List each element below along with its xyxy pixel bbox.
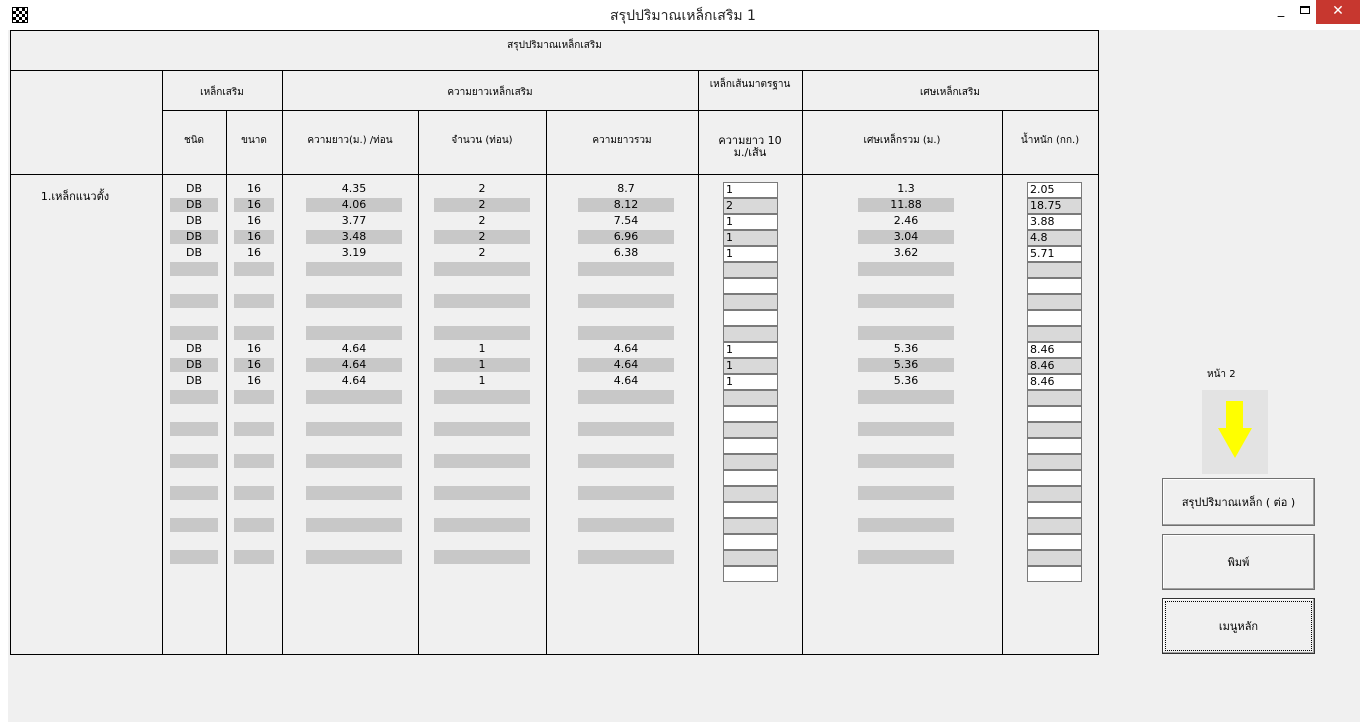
cell-size <box>234 262 274 276</box>
cell-scrap-total: 11.88 <box>858 198 954 212</box>
cell-length-per-bar <box>306 502 402 516</box>
cell-scrap-total <box>858 470 954 484</box>
cell-type: DB <box>185 374 203 387</box>
cell-count: 1 <box>478 342 486 355</box>
cell-type: DB <box>185 182 203 195</box>
cell-total-length <box>578 390 674 404</box>
cell-total-length: 7.54 <box>613 214 639 227</box>
std-bar-count-input[interactable] <box>723 390 778 406</box>
std-bar-count-input[interactable] <box>723 502 778 518</box>
grid-line <box>10 70 1099 71</box>
cell-total-length <box>578 406 674 420</box>
cell-count: 1 <box>434 358 530 372</box>
std-bar-count-input[interactable] <box>723 278 778 294</box>
cell-scrap-total <box>858 294 954 308</box>
cell-total-length: 8.12 <box>578 198 674 212</box>
cell-length-per-bar: 4.64 <box>341 374 367 387</box>
weight-input[interactable] <box>1027 262 1082 278</box>
grid-line <box>162 70 163 655</box>
std-bar-count-input[interactable]: 2 <box>723 198 778 214</box>
weight-input[interactable] <box>1027 486 1082 502</box>
cell-size <box>234 470 274 484</box>
cell-total-length <box>578 518 674 532</box>
grid-line <box>162 110 1099 111</box>
cell-total-length: 4.64 <box>613 342 639 355</box>
cell-type: DB <box>185 214 203 227</box>
cell-type: DB <box>170 230 218 244</box>
cell-length-per-bar <box>306 550 402 564</box>
cell-type <box>170 310 218 324</box>
std-bar-count-input[interactable] <box>723 486 778 502</box>
cell-count <box>434 438 530 452</box>
title-bar <box>0 0 1366 30</box>
weight-input[interactable] <box>1027 550 1082 566</box>
cell-length-per-bar <box>306 294 402 308</box>
cell-total-length <box>578 326 674 340</box>
weight-input[interactable] <box>1027 566 1082 582</box>
cell-total-length <box>578 438 674 452</box>
cell-size <box>234 550 274 564</box>
cell-total-length <box>578 470 674 484</box>
cell-length-per-bar: 4.64 <box>341 342 367 355</box>
grid-line <box>802 70 803 655</box>
cell-length-per-bar <box>306 422 402 436</box>
cell-scrap-total <box>858 422 954 436</box>
cell-count <box>434 550 530 564</box>
cell-scrap-total <box>858 326 954 340</box>
cell-count: 2 <box>478 182 486 195</box>
cell-scrap-total <box>858 534 954 548</box>
cell-count <box>434 326 530 340</box>
cell-size <box>234 534 274 548</box>
weight-input[interactable]: 18.75 <box>1027 198 1082 214</box>
table-title: สรุปปริมาณเหล็กเสริม <box>507 40 602 51</box>
cell-scrap-total <box>858 566 954 580</box>
cell-size: 16 <box>247 342 261 355</box>
cell-scrap-total <box>858 262 954 276</box>
cell-size: 16 <box>247 374 261 387</box>
column-header-std-length: ความยาว 10 <box>718 134 782 147</box>
cell-count <box>434 422 530 436</box>
std-bar-count-input[interactable]: 1 <box>723 230 778 246</box>
section-label-vertical-bars: 1.เหล็กแนวตั้ง <box>40 190 110 203</box>
cell-count <box>434 310 530 324</box>
column-header-length-per-bar: ความยาว(ม.) /ท่อน <box>307 135 393 146</box>
cell-scrap-total: 1.3 <box>897 182 915 195</box>
weight-input[interactable] <box>1027 422 1082 438</box>
cell-length-per-bar: 3.48 <box>306 230 402 244</box>
group-header-rebar-length: ความยาวเหล็กเสริม <box>447 87 533 98</box>
cell-count: 2 <box>478 214 486 227</box>
cell-type <box>170 278 218 292</box>
std-bar-count-input[interactable] <box>723 534 778 550</box>
std-bar-count-input[interactable]: 1 <box>723 374 778 390</box>
weight-input[interactable]: 8.46 <box>1027 358 1082 374</box>
column-header-std-length-unit: ม./เส้น <box>733 146 767 159</box>
std-bar-count-input[interactable] <box>723 422 778 438</box>
cell-scrap-total: 5.36 <box>858 358 954 372</box>
cell-total-length: 4.64 <box>613 374 639 387</box>
cell-type <box>170 390 218 404</box>
cell-length-per-bar <box>306 518 402 532</box>
grid-line <box>10 174 1099 175</box>
cell-count <box>434 262 530 276</box>
cell-total-length <box>578 566 674 580</box>
cell-scrap-total: 2.46 <box>893 214 919 227</box>
cell-type <box>170 422 218 436</box>
cell-length-per-bar: 3.19 <box>341 246 367 259</box>
grid-line <box>10 30 11 655</box>
weight-input[interactable] <box>1027 390 1082 406</box>
cell-scrap-total <box>858 310 954 324</box>
cell-total-length: 8.7 <box>617 182 635 195</box>
cell-count <box>434 502 530 516</box>
cell-length-per-bar <box>306 438 402 452</box>
cell-length-per-bar <box>306 454 402 468</box>
cell-total-length: 6.96 <box>578 230 674 244</box>
grid-line <box>546 110 547 655</box>
cell-type <box>170 566 218 580</box>
cell-size <box>234 294 274 308</box>
cell-total-length <box>578 550 674 564</box>
cell-size: 16 <box>247 246 261 259</box>
group-header-scrap: เศษเหล็กเสริม <box>919 87 981 98</box>
std-bar-count-input[interactable] <box>723 550 778 566</box>
summary-continue-button[interactable]: สรุปปริมาณเหล็ก ( ต่อ ) <box>1162 478 1315 526</box>
cell-count <box>434 534 530 548</box>
std-bar-count-input[interactable] <box>723 406 778 422</box>
cell-size <box>234 406 274 420</box>
std-bar-count-input[interactable]: 1 <box>723 358 778 374</box>
std-bar-count-input[interactable]: 1 <box>723 214 778 230</box>
cell-count <box>434 454 530 468</box>
cell-count: 1 <box>478 374 486 387</box>
cell-count: 2 <box>434 230 530 244</box>
cell-length-per-bar: 4.06 <box>306 198 402 212</box>
cell-count <box>434 294 530 308</box>
close-button[interactable]: ✕ <box>1316 0 1360 24</box>
cell-type: DB <box>170 198 218 212</box>
grid-line <box>226 110 227 655</box>
cell-size <box>234 502 274 516</box>
cell-scrap-total: 5.36 <box>893 374 919 387</box>
cell-type: DB <box>185 342 203 355</box>
cell-scrap-total: 3.62 <box>893 246 919 259</box>
cell-type: DB <box>185 246 203 259</box>
column-header-scrap-total: เศษเหล็กรวม (ม.) <box>863 135 941 146</box>
column-header-total-length: ความยาวรวม <box>592 135 652 146</box>
cell-count <box>434 566 530 580</box>
cell-size <box>234 326 274 340</box>
cell-size <box>234 454 274 468</box>
cell-size <box>234 310 274 324</box>
std-bar-count-input[interactable] <box>723 310 778 326</box>
cell-type <box>170 326 218 340</box>
cell-type <box>170 454 218 468</box>
cell-length-per-bar <box>306 310 402 324</box>
cell-scrap-total <box>858 550 954 564</box>
weight-input[interactable] <box>1027 406 1082 422</box>
weight-input[interactable] <box>1027 438 1082 454</box>
weight-input[interactable]: 5.71 <box>1027 246 1082 262</box>
cell-length-per-bar <box>306 470 402 484</box>
weight-input[interactable] <box>1027 326 1082 342</box>
cell-length-per-bar: 4.64 <box>306 358 402 372</box>
cell-type: DB <box>170 358 218 372</box>
cell-scrap-total <box>858 502 954 516</box>
cell-length-per-bar <box>306 278 402 292</box>
cell-type <box>170 406 218 420</box>
cell-scrap-total <box>858 518 954 532</box>
cell-total-length <box>578 534 674 548</box>
cell-size <box>234 518 274 532</box>
main-menu-button[interactable]: เมนูหลัก <box>1162 598 1315 654</box>
cell-scrap-total: 3.04 <box>858 230 954 244</box>
weight-input[interactable] <box>1027 454 1082 470</box>
grid-line <box>282 70 283 655</box>
column-header-weight: น้ำหนัก (กก.) <box>1020 135 1080 146</box>
cell-total-length <box>578 310 674 324</box>
weight-input[interactable] <box>1027 310 1082 326</box>
cell-size <box>234 278 274 292</box>
cell-type <box>170 438 218 452</box>
cell-scrap-total <box>858 406 954 420</box>
std-bar-count-input[interactable] <box>723 294 778 310</box>
cell-type <box>170 262 218 276</box>
group-header-standard-bar: เหล็กเส้นมาตรฐาน <box>709 79 791 90</box>
minimize-button[interactable]: _ <box>1277 3 1285 18</box>
cell-count <box>434 470 530 484</box>
cell-total-length <box>578 486 674 500</box>
cell-size <box>234 486 274 500</box>
cell-count <box>434 486 530 500</box>
cell-type <box>170 502 218 516</box>
weight-input[interactable]: 8.46 <box>1027 374 1082 390</box>
std-bar-count-input[interactable] <box>723 470 778 486</box>
column-header-size: ขนาด <box>241 135 267 146</box>
cell-count <box>434 406 530 420</box>
weight-input[interactable] <box>1027 278 1082 294</box>
cell-scrap-total <box>858 438 954 452</box>
std-bar-count-input[interactable]: 1 <box>723 246 778 262</box>
weight-input[interactable] <box>1027 502 1082 518</box>
cell-length-per-bar <box>306 486 402 500</box>
cell-total-length <box>578 454 674 468</box>
weight-input[interactable] <box>1027 518 1082 534</box>
weight-input[interactable]: 2.05 <box>1027 182 1082 198</box>
weight-input[interactable]: 3.88 <box>1027 214 1082 230</box>
grid-line <box>1002 110 1003 655</box>
std-bar-count-input[interactable] <box>723 326 778 342</box>
arrow-down-icon-head <box>1218 428 1252 458</box>
cell-total-length: 4.64 <box>578 358 674 372</box>
weight-input[interactable]: 8.46 <box>1027 342 1082 358</box>
std-bar-count-input[interactable] <box>723 438 778 454</box>
std-bar-count-input[interactable]: 1 <box>723 182 778 198</box>
cell-total-length <box>578 294 674 308</box>
cell-count <box>434 390 530 404</box>
cell-total-length <box>578 278 674 292</box>
arrow-down-icon <box>1226 401 1243 429</box>
weight-input[interactable] <box>1027 294 1082 310</box>
cell-count: 2 <box>434 198 530 212</box>
print-button[interactable]: พิมพ์ <box>1162 534 1315 590</box>
std-bar-count-input[interactable] <box>723 518 778 534</box>
weight-input[interactable]: 4.8 <box>1027 230 1082 246</box>
cell-size: 16 <box>247 182 261 195</box>
cell-count <box>434 278 530 292</box>
cell-size: 16 <box>234 358 274 372</box>
cell-length-per-bar: 3.77 <box>341 214 367 227</box>
cell-length-per-bar <box>306 326 402 340</box>
cell-length-per-bar <box>306 566 402 580</box>
cell-total-length <box>578 262 674 276</box>
cell-length-per-bar <box>306 262 402 276</box>
cell-size: 16 <box>234 198 274 212</box>
cell-length-per-bar <box>306 390 402 404</box>
column-header-count: จำนวน (ท่อน) <box>451 135 513 146</box>
cell-length-per-bar <box>306 406 402 420</box>
cell-size <box>234 566 274 580</box>
column-header-type: ชนิด <box>183 135 205 146</box>
cell-type <box>170 550 218 564</box>
cell-scrap-total: 5.36 <box>893 342 919 355</box>
cell-length-per-bar <box>306 534 402 548</box>
cell-length-per-bar: 4.35 <box>341 182 367 195</box>
cell-count <box>434 518 530 532</box>
cell-type <box>170 518 218 532</box>
cell-type <box>170 486 218 500</box>
cell-type <box>170 294 218 308</box>
cell-size: 16 <box>247 214 261 227</box>
maximize-icon <box>1300 6 1310 14</box>
cell-type <box>170 470 218 484</box>
cell-size: 16 <box>234 230 274 244</box>
cell-scrap-total <box>858 390 954 404</box>
cell-size <box>234 422 274 436</box>
cell-size <box>234 438 274 452</box>
weight-input[interactable] <box>1027 470 1082 486</box>
cell-type <box>170 534 218 548</box>
group-header-rebar: เหล็กเสริม <box>200 87 244 98</box>
next-page-arrow[interactable] <box>1202 390 1268 474</box>
cell-total-length <box>578 502 674 516</box>
std-bar-count-input[interactable]: 1 <box>723 342 778 358</box>
std-bar-count-input[interactable] <box>723 262 778 278</box>
cell-scrap-total <box>858 278 954 292</box>
cell-total-length: 6.38 <box>613 246 639 259</box>
window-title: สรุปปริมาณเหล็กเสริม 1 <box>610 8 756 24</box>
cell-size <box>234 390 274 404</box>
weight-input[interactable] <box>1027 534 1082 550</box>
cell-scrap-total <box>858 454 954 468</box>
grid-line <box>418 110 419 655</box>
std-bar-count-input[interactable] <box>723 566 778 582</box>
cell-total-length <box>578 422 674 436</box>
cell-scrap-total <box>858 486 954 500</box>
grid-line <box>10 654 1099 655</box>
page-indicator: หน้า 2 <box>1207 369 1236 380</box>
grid-line <box>1098 30 1099 655</box>
grid-line <box>10 30 1099 31</box>
std-bar-count-input[interactable] <box>723 454 778 470</box>
cell-count: 2 <box>478 246 486 259</box>
